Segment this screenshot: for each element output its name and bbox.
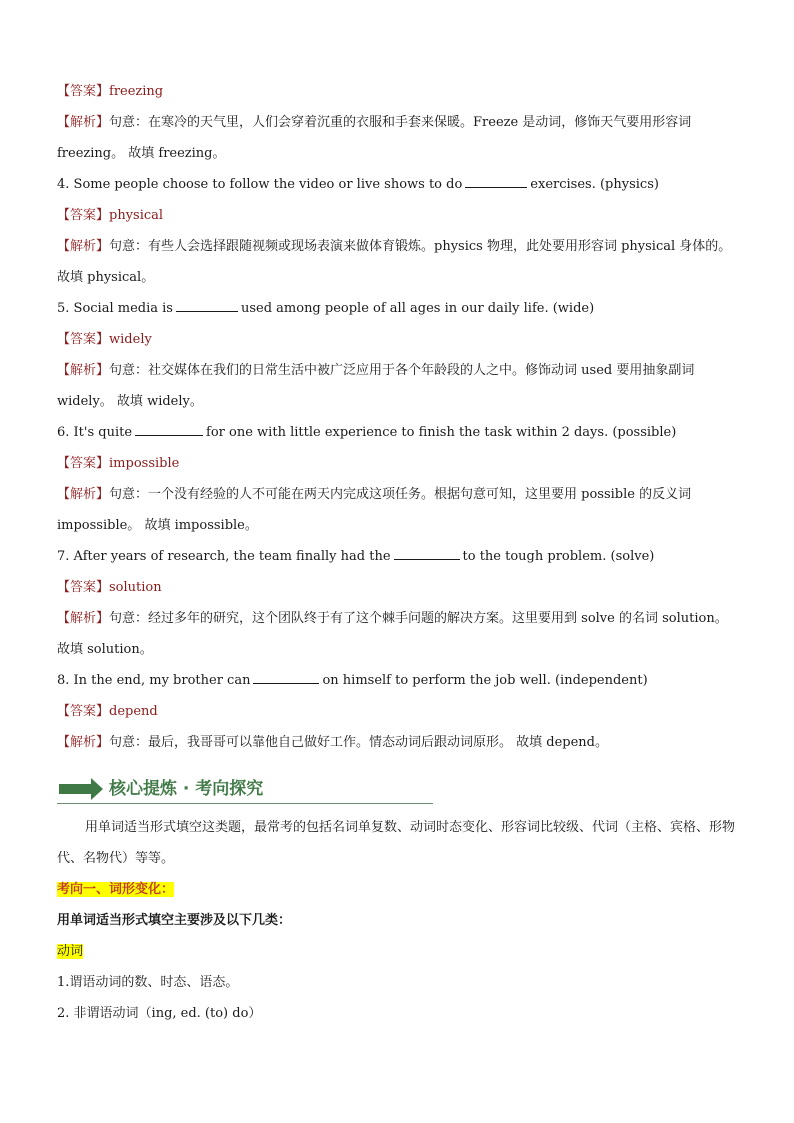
answer-text: depend [109,704,158,719]
analysis-text: 句意：经过多年的研究，这个团队终于有了这个棘手问题的解决方案。这里要用到 solve 的名词 solution。 故填 solution。 [57,611,728,657]
question-text-before: 7. After years of research, the team finally had the [57,549,391,564]
answer-line [57,200,739,231]
question-6 [57,417,739,448]
answer-line [57,572,739,603]
analysis-line [57,231,739,293]
direction-heading: 考向一、词形变化： [57,882,175,897]
answer-label: 【答案】 [57,704,110,719]
answer-line [57,324,739,355]
answer-text: freezing [109,84,164,99]
answer-label: 【答案】 [57,208,110,223]
question-text-before: 4. Some people choose to follow the video or live shows to do [57,177,463,192]
question-8 [57,665,739,696]
analysis-line [57,603,739,665]
point-item: 2. 非谓语动词（ing, ed. (to) do） [57,1006,262,1021]
analysis-label: 【解析】 [57,735,110,750]
answer-text: impossible [109,456,180,471]
section-header [57,772,739,806]
category-label: 动词 [57,944,84,959]
answer-blank [394,547,460,560]
question-text-after: used among people of all ages in our daily life. (wide) [240,301,595,316]
analysis-line [57,107,739,169]
answer-blank [135,423,203,436]
analysis-label: 【解析】 [57,487,110,502]
answer-label: 【答案】 [57,332,110,347]
analysis-text: 句意：最后，我哥哥可以靠他自己做好工作。情态动词后跟动词原形。 故填 depend。 [109,735,609,750]
section-intro: 用单词适当形式填空这类题，最常考的包括名词单复数、动词时态变化、形容词比较级、代词（主格、宾格、形物代、名物代）等等。 [57,820,736,866]
answer-line [57,696,739,727]
answer-label: 【答案】 [57,580,110,595]
answer-label: 【答案】 [57,84,110,99]
analysis-text: 句意：在寒冷的天气里，人们会穿着沉重的衣服和手套来保暖。Freeze 是动词，修饰天气要用形容词 freezing。 故填 freezing。 [57,115,692,161]
question-text-before: 6. It's quite [57,425,133,440]
question-text-after: to the tough problem. (solve) [462,549,655,564]
document-page [57,76,739,1029]
section-title: 核心提炼 · 考向探究 [109,779,264,799]
answer-text: widely [109,332,152,347]
analysis-label: 【解析】 [57,363,110,378]
analysis-text: 句意：社交媒体在我们的日常生活中被广泛应用于各个年龄段的人之中。修饰动词 used 要用抽象副词 widely。 故填 widely。 [57,363,695,409]
analysis-text: 句意：有些人会选择跟随视频或现场表演来做体育锻炼。physics 物理，此处要用形容词 physical 身体的。故填 physical。 [57,239,732,285]
question-5 [57,293,739,324]
question-text-before: 8. In the end, my brother can [57,673,251,688]
answer-blank [465,175,527,188]
analysis-line [57,479,739,541]
answer-blank [253,671,319,684]
section-subtitle: 用单词适当形式填空主要涉及以下几类： [57,913,292,928]
answer-line [57,76,739,107]
answer-text: physical [109,208,164,223]
analysis-text: 句意：一个没有经验的人不可能在两天内完成这项任务。根据句意可知，这里要用 possible 的反义词 impossible。 故填 impossible。 [57,487,692,533]
question-text-after: on himself to perform the job well. (independent) [322,673,648,688]
analysis-line [57,727,739,758]
analysis-label: 【解析】 [57,239,110,254]
direction-line [57,874,739,905]
category-line [57,936,739,967]
question-text-after: exercises. (physics) [530,177,659,192]
answer-blank [176,299,238,312]
analysis-line [57,355,739,417]
answer-line [57,448,739,479]
question-text-after: for one with little experience to finish the task within 2 days. (possible) [206,425,677,440]
analysis-label: 【解析】 [57,115,110,130]
answer-text: solution [109,580,162,595]
analysis-label: 【解析】 [57,611,110,626]
section-underline [57,803,433,804]
question-text-before: 5. Social media is [57,301,173,316]
answer-label: 【答案】 [57,456,110,471]
section-bar-decoration [59,784,93,794]
question-4 [57,169,739,200]
point-item: 1.谓语动词的数、时态、语态。 [57,975,239,990]
question-7 [57,541,739,572]
section-arrow-icon [91,778,103,800]
